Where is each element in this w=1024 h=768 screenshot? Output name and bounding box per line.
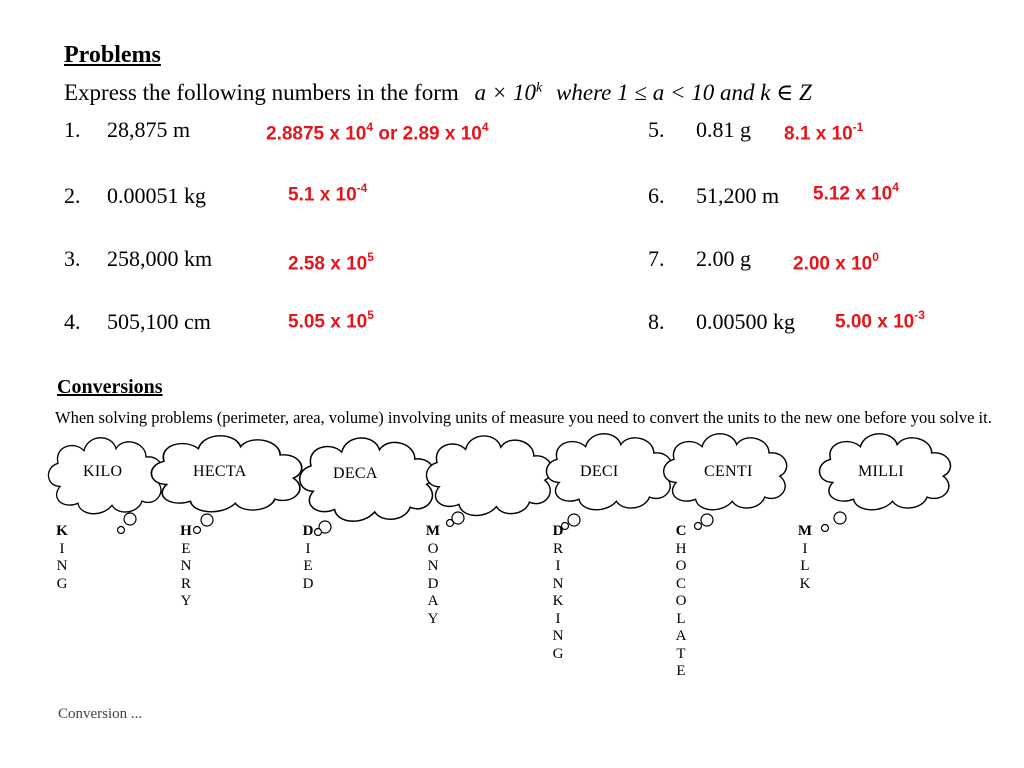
mnemonic-first-letter: M [797,523,813,539]
problem-value: 0.00051 kg [107,183,206,208]
bubble [822,525,829,532]
problem-value: 0.81 g [696,117,751,142]
problem-number: 1. [64,117,81,142]
mnemonic-henry [176,523,196,611]
problem-number: 3. [64,246,81,271]
problem-number: 8. [648,309,665,334]
bubble [118,527,125,534]
answer-exp: -1 [852,120,864,134]
mnemonic-first-letter: K [56,523,68,539]
bubble [568,514,580,526]
cloud-label-centi: CENTI [704,463,753,480]
instruction-form: a × 10 [474,80,537,105]
bubble [201,514,213,526]
mnemonic-rest: I L K [799,540,811,592]
conversions-text: When solving problems (perimeter, area, volume) involving units of measure you need to convert the units to the new one before you solve it. [55,408,992,427]
answer-text: 5.00 x 10 [835,311,915,333]
answer-exp: 5 [367,308,374,322]
answer-text: 2.58 x 10 [288,253,368,275]
mnemonic-rest: O N D A Y [427,540,439,627]
answer-alt-exp: 4 [481,120,489,134]
answer-exp: 0 [872,250,879,264]
mnemonic-monday [423,523,443,628]
answer-exp: 5 [367,250,374,264]
cloud-label-deci: DECI [580,463,619,480]
mnemonic-rest: I E D [302,540,314,592]
cloud-empty [426,436,551,516]
cloud-label-kilo: KILO [83,463,123,480]
mnemonic-first-letter: C [675,523,687,539]
mnemonic-rest: I N G [56,540,68,592]
cloud-label-deca: DECA [333,465,378,482]
mnemonic-first-letter: H [180,523,192,539]
answer-exp: 4 [366,120,374,134]
mnemonic-died [298,523,318,593]
mnemonic-first-letter: M [425,523,441,539]
cut-off-text: Conversion ... [58,706,143,722]
conversions-heading: Conversions [57,376,163,398]
problem-number: 7. [648,246,665,271]
bubble [834,512,846,524]
answer-exp: -4 [356,181,368,195]
bubble [124,513,136,525]
problem-number: 2. [64,183,81,208]
cloud-label-hecta: HECTA [193,463,247,480]
problem-value: 505,100 cm [107,309,211,334]
answer-exp: -3 [914,308,925,322]
problem-value: 2.00 g [696,246,751,271]
answer-text: 2.00 x 10 [793,253,873,275]
mnemonic-milk [795,523,815,593]
bubble [695,523,702,530]
problems-heading: Problems [64,42,161,68]
mnemonic-rest: H O C O L A T E [675,540,687,679]
problem-number: 4. [64,309,81,334]
answer-text: 5.12 x 10 [813,183,893,205]
mnemonic-drinking [548,523,568,663]
problem-value: 51,200 m [696,183,780,208]
bubble [447,520,454,527]
answer-alt: or 2.89 x 10 [373,123,482,145]
instruction-condition: where 1 ≤ a < 10 and k ∈ Z [556,80,812,105]
bubble [701,514,713,526]
answer-text: 5.1 x 10 [288,184,357,206]
mnemonic-king [52,523,72,593]
mnemonic-rest: E N R Y [180,540,192,609]
instruction-exp: k [536,80,543,96]
problem-value: 28,875 m [107,117,191,142]
answer-text: 5.05 x 10 [288,311,368,333]
cloud-label-milli: MILLI [858,463,904,480]
problem-value: 258,000 km [107,246,213,271]
answer-text: 2.8875 x 10 [266,123,367,145]
mnemonic-rest: R I N K I N G [552,540,564,662]
problem-number: 6. [648,183,665,208]
problem-value: 0.00500 kg [696,309,795,334]
mnemonic-chocolate [671,523,691,681]
mnemonic-first-letter: D [552,523,564,539]
problem-number: 5. [648,117,665,142]
mnemonic-first-letter: D [302,523,314,539]
answer-exp: 4 [892,180,899,194]
instruction-text: Express the following numbers in the form [64,80,459,105]
answer-text: 8.1 x 10 [784,123,853,145]
